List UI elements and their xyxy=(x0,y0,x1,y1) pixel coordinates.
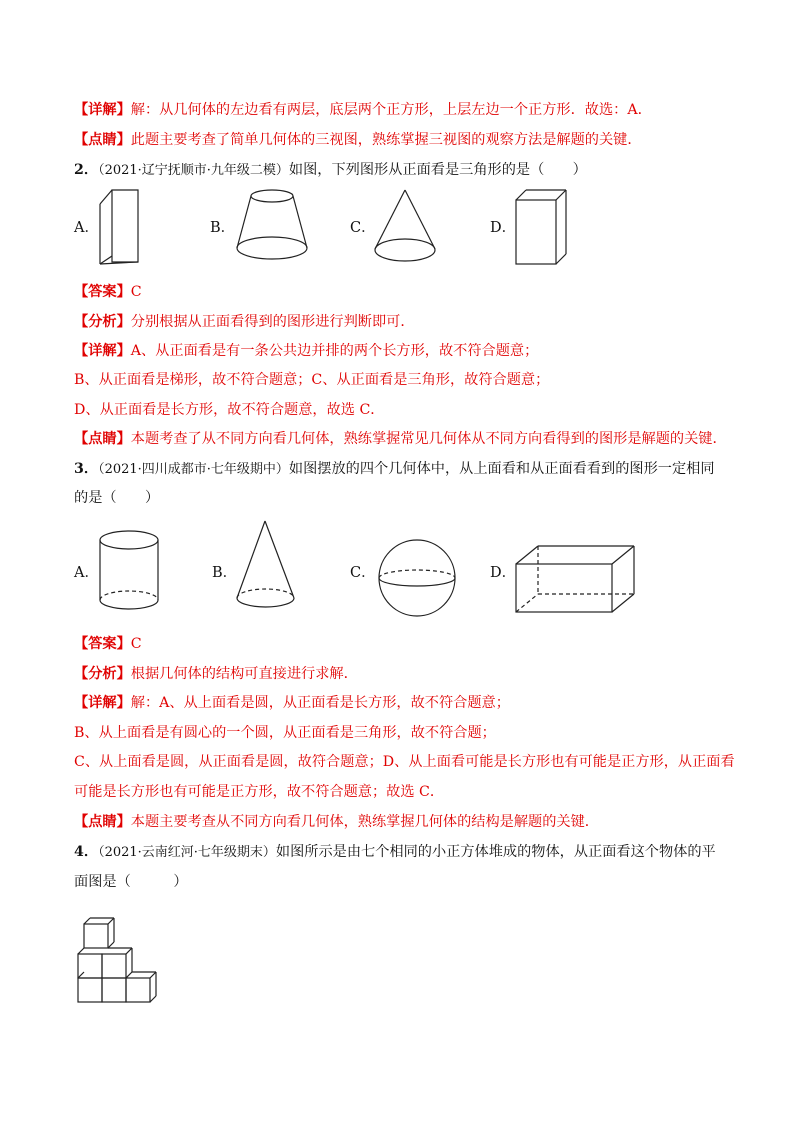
q3-number: 3． xyxy=(74,461,99,477)
analysis-text: 分别根据从正面看得到的图形进行判断即可． xyxy=(130,314,415,330)
q2-option-b-label: B． xyxy=(210,220,236,236)
q2-triangular-prism-figure xyxy=(96,186,156,270)
q3-cone-figure xyxy=(232,518,302,614)
analysis-tag: 【分析】 xyxy=(74,314,131,330)
q2-detail-line-2: B、从正面看是梯形，故不符合题意；C、从正面看是三角形，故符合题意； xyxy=(74,372,550,388)
q2-comment xyxy=(74,429,760,449)
comment-text: 本题考查了从不同方向看几何体，熟练掌握常见几何体从不同方向看得到的图形是解题的关键． xyxy=(130,431,727,447)
detail-tag: 【详解】 xyxy=(74,343,131,359)
detail-tag: 【详解】 xyxy=(74,695,131,711)
q2-cone-figure xyxy=(370,186,440,270)
q4-stacked-cubes-figure xyxy=(74,910,174,1006)
q3-cuboid-figure xyxy=(512,540,642,616)
q4-number: 4． xyxy=(74,844,99,860)
q2-option-d-label: D． xyxy=(490,220,517,236)
comment-tag: 【点睛】 xyxy=(74,132,131,148)
q4-stem xyxy=(74,842,760,863)
prev-detail xyxy=(74,100,760,120)
q3-detail-line-4: 可能是长方形也有可能是正方形，故不符合题意；故选 C． xyxy=(74,784,445,800)
detail-text: A、从正面看是有一条公共边并排的两个长方形，故不符合题意； xyxy=(130,343,539,359)
q2-option-a-label: A． xyxy=(74,220,99,236)
q3-option-a-label: A． xyxy=(74,565,99,581)
q2-source: （2021·辽宁抚顺市·九年级二模） xyxy=(98,163,289,178)
q2-frustum-figure xyxy=(232,186,312,270)
q3-comment xyxy=(74,812,760,832)
q3-stem xyxy=(74,459,760,480)
q3-stem-line-2: 的是（ ） xyxy=(74,490,160,506)
q3-detail-line-1 xyxy=(74,693,760,713)
q3-analysis xyxy=(74,664,760,684)
answer-tag: 【答案】 xyxy=(74,284,131,300)
answer-value: C xyxy=(130,636,142,652)
analysis-text: 根据几何体的结构可直接进行求解． xyxy=(130,666,358,682)
q4-stem-text: 如图所示是由七个相同的小正方体堆成的物体，从正面看这个物体的平 xyxy=(275,844,716,860)
q2-stem-text: 如图，下列图形从正面看是三角形的是（ ） xyxy=(288,162,587,178)
comment-tag: 【点睛】 xyxy=(74,814,131,830)
answer-value: C xyxy=(130,284,142,300)
q3-detail-line-3: C、从上面看是圆，从正面看是圆，故符合题意；D、从上面看可能是长方形也有可能是正方形，从正面看 xyxy=(74,754,735,770)
q3-sphere-figure xyxy=(372,536,462,620)
analysis-tag: 【分析】 xyxy=(74,666,131,682)
q3-source: （2021·四川成都市·七年级期中） xyxy=(98,462,289,477)
detail-text: 解：从几何体的左边看有两层，底层两个正方形，上层左边一个正方形．故选：A． xyxy=(130,102,652,118)
q2-answer xyxy=(74,282,760,302)
q3-cylinder-figure xyxy=(94,526,164,616)
q2-stem xyxy=(74,160,760,181)
q3-option-b-label: B． xyxy=(212,565,238,581)
q3-option-c-label: C． xyxy=(350,565,376,581)
q3-option-d-label: D． xyxy=(490,565,517,581)
q3-detail-line-2: B、从上面看是有圆心的一个圆，从正面看是三角形，故不符合题； xyxy=(74,725,496,741)
detail-tag: 【详解】 xyxy=(74,102,131,118)
comment-text: 本题主要考查从不同方向看几何体，熟练掌握几何体的结构是解题的关键． xyxy=(130,814,599,830)
q2-number: 2． xyxy=(74,162,99,178)
q2-analysis xyxy=(74,312,760,332)
q2-option-c-label: C． xyxy=(350,220,376,236)
q2-detail-line-3: D、从正面看是长方形，故不符合题意，故选 C． xyxy=(74,402,385,418)
answer-tag: 【答案】 xyxy=(74,636,131,652)
q2-cuboid-figure xyxy=(512,186,572,270)
q3-answer xyxy=(74,634,760,654)
comment-tag: 【点睛】 xyxy=(74,431,131,447)
q4-stem-line-2: 面图是（ ） xyxy=(74,874,188,890)
detail-text: 解：A、从上面看是圆，从正面看是长方形，故不符合题意； xyxy=(130,695,510,711)
prev-comment xyxy=(74,130,760,150)
comment-text: 此题主要考查了简单几何体的三视图，熟练掌握三视图的观察方法是解题的关键． xyxy=(130,132,642,148)
q3-stem-text: 如图摆放的四个几何体中，从上面看和从正面看看到的图形一定相同 xyxy=(288,461,715,477)
q2-detail-line-1 xyxy=(74,341,760,361)
q4-source: （2021·云南红河·七年级期末） xyxy=(98,845,276,860)
